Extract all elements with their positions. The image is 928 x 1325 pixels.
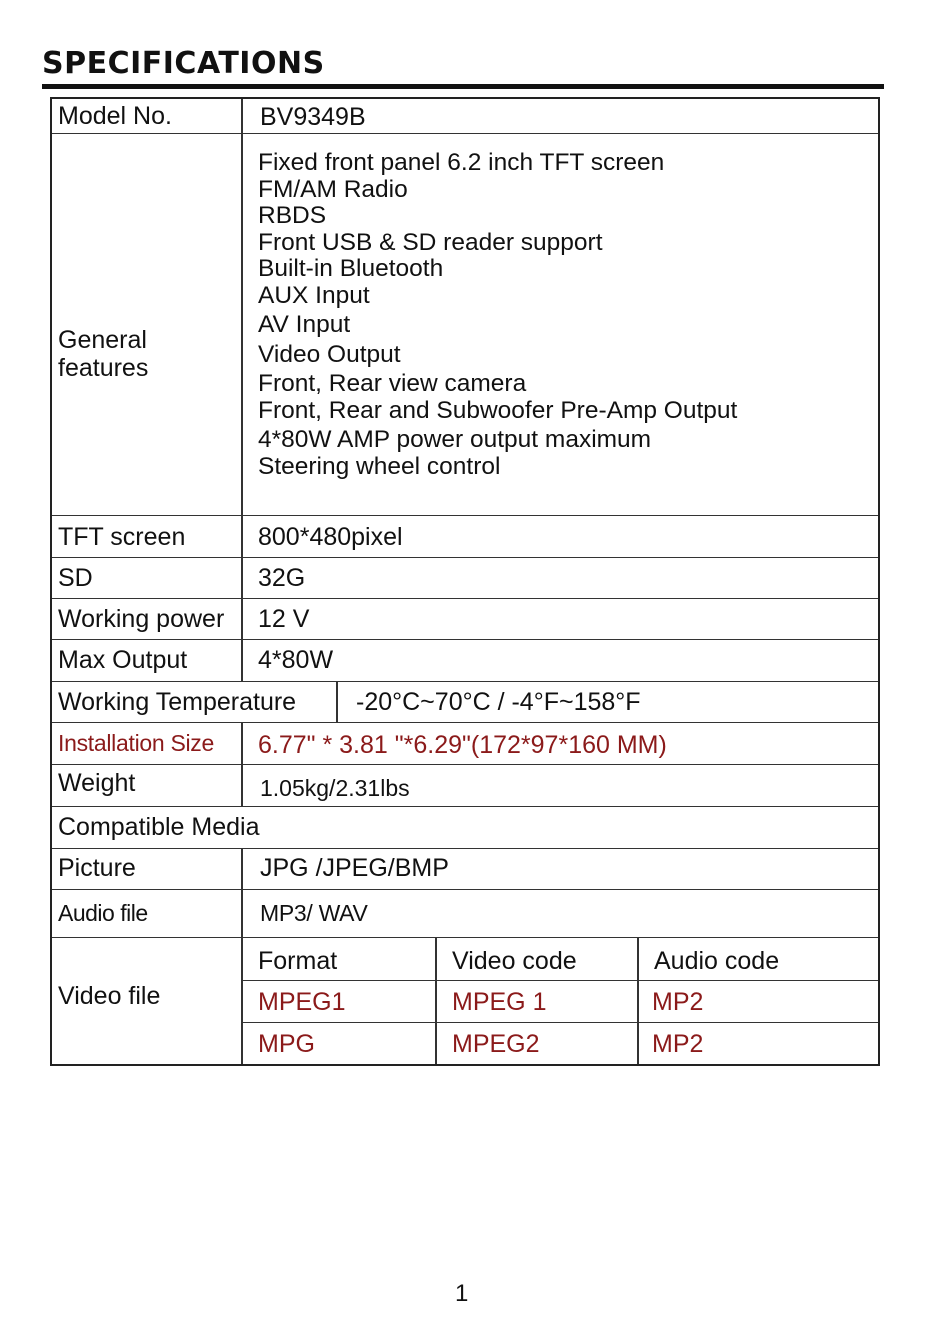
audio-code-cell: MP2 <box>652 988 704 1016</box>
row-tft-screen <box>52 516 878 558</box>
header-audio-code: Audio code <box>654 947 780 975</box>
video-code-cell: MPEG2 <box>452 1030 540 1058</box>
video-format-cell: MPEG1 <box>258 988 346 1016</box>
feature-item: Video Output <box>258 340 401 368</box>
label-installation-size: Installation Size <box>58 730 214 756</box>
label-tft-screen: TFT screen <box>58 523 186 551</box>
feature-item: Front USB & SD reader support <box>258 228 603 256</box>
value-tft-screen: 800*480pixel <box>258 523 403 551</box>
header-video-code: Video code <box>452 947 577 975</box>
value-working-power: 12 V <box>258 605 310 633</box>
label-weight: Weight <box>58 769 136 797</box>
feature-item: Front, Rear view camera <box>258 370 527 397</box>
page-number: 1 <box>455 1280 469 1307</box>
video-data-row <box>242 1022 878 1064</box>
video-code-cell: MPEG 1 <box>452 988 547 1016</box>
row-video-file <box>52 938 878 1064</box>
label-max-output: Max Output <box>58 646 188 674</box>
audio-code-cell: MP2 <box>652 1030 704 1058</box>
features-list <box>258 150 737 480</box>
label-model: Model No. <box>58 102 172 130</box>
value-model: BV9349B <box>260 103 366 131</box>
value-weight: 1.05kg/2.31lbs <box>260 775 410 801</box>
label-audio-file: Audio file <box>58 900 148 926</box>
row-working-power <box>52 599 878 640</box>
label-working-temperature: Working Temperature <box>58 688 297 716</box>
feature-item: Front, Rear and Subwoofer Pre-Amp Output <box>258 396 738 424</box>
value-picture: JPG /JPEG/BMP <box>260 854 449 882</box>
label-compatible-media: Compatible Media <box>58 813 260 841</box>
value-working-temperature: -20°C~70°C / -4°F~158°F <box>356 688 641 716</box>
row-installation-size <box>52 723 878 765</box>
row-model <box>52 99 878 134</box>
row-compatible-media <box>52 807 878 849</box>
feature-item: RBDS <box>258 202 327 229</box>
value-sd: 32G <box>258 564 306 592</box>
value-max-output: 4*80W <box>258 646 334 674</box>
row-weight <box>52 765 878 807</box>
row-max-output <box>52 640 878 682</box>
feature-item: AUX Input <box>258 281 370 309</box>
feature-item: AV Input <box>258 311 351 338</box>
feature-item: Built-in Bluetooth <box>258 255 444 282</box>
header-format: Format <box>258 947 338 975</box>
label-picture: Picture <box>58 854 136 882</box>
page-title: SPECIFICATIONS <box>42 46 325 81</box>
value-installation-size: 6.77" * 3.81 "*6.29"(172*97*160 MM) <box>258 731 667 759</box>
spec-table <box>50 97 880 1066</box>
value-audio-file: MP3/ WAV <box>260 900 368 926</box>
feature-item: Steering wheel control <box>258 452 501 480</box>
feature-item: 4*80W AMP power output maximum <box>258 426 652 453</box>
row-audio-file <box>52 890 878 938</box>
label-video-file: Video file <box>58 982 161 1010</box>
title-underline <box>42 84 884 89</box>
label-sd: SD <box>58 564 93 592</box>
label-working-power: Working power <box>58 605 225 633</box>
feature-item: Fixed front panel 6.2 inch TFT screen <box>258 149 665 176</box>
label-general-features: General features <box>58 326 149 382</box>
row-working-temperature <box>52 682 878 723</box>
video-format-cell: MPG <box>258 1030 315 1058</box>
row-sd <box>52 558 878 599</box>
video-header-row <box>242 938 878 981</box>
row-general-features <box>52 134 878 516</box>
video-data-row <box>242 980 878 1023</box>
feature-item: FM/AM Radio <box>258 175 408 203</box>
row-picture <box>52 849 878 890</box>
